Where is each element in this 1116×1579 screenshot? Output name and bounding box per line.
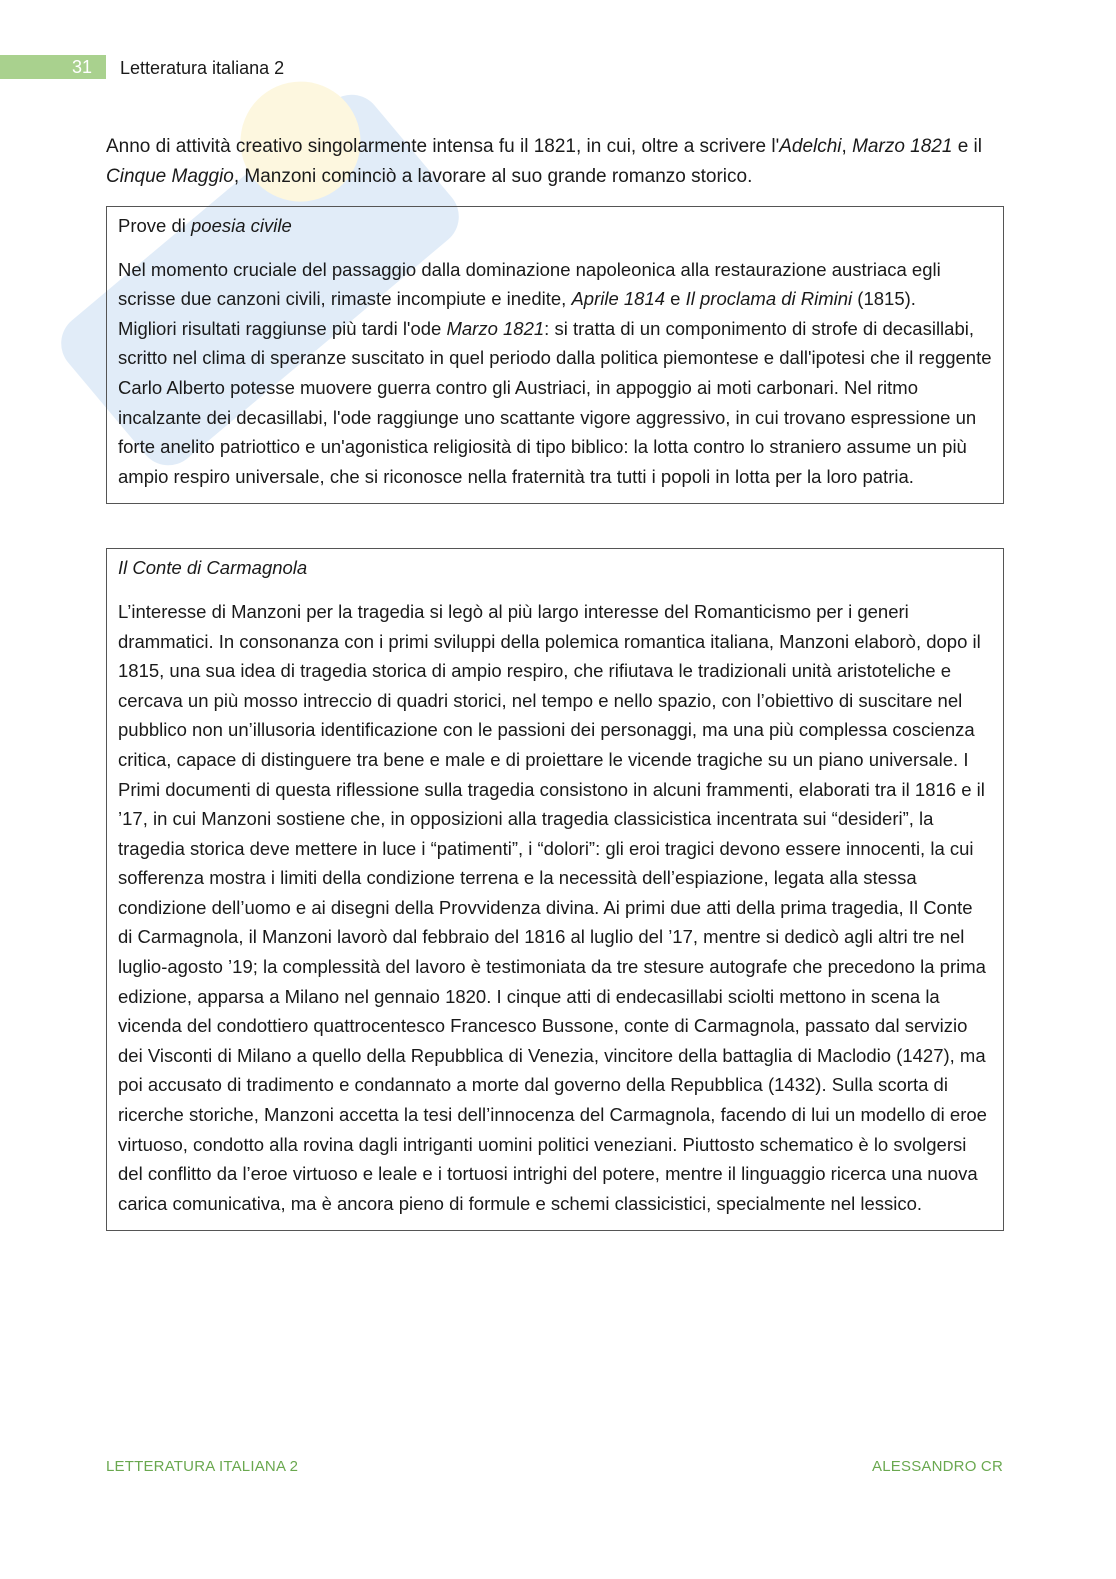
conte-carmagnola-box [106, 548, 1004, 1231]
box-title: Il Conte di Carmagnola [118, 557, 308, 579]
page-number: 31 [0, 55, 106, 79]
footer-right: ALESSANDRO CR [872, 1458, 1003, 1475]
box-title: Prove di poesia civile [118, 215, 292, 236]
intro-paragraph: Anno di attività creativo singolarmente intensa fu il 1821, in cui, oltre a scrivere l'Adelchi, Marzo 1821 e il Cinque Maggio, Manzoni cominciò a lavorare al suo grande romanzo storico. [106, 136, 983, 187]
header-title: Letteratura italiana 2 [120, 58, 285, 78]
footer-left: LETTERATURA ITALIANA 2 [106, 1458, 299, 1475]
box-paragraph: Migliori risultati raggiunse più tardi l'ode Marzo 1821: si tratta di un componimento di strofe di decasillabi, scritto nel clima di speranze suscitato in quel periodo dalla politica piemontese e dall'ipotesi che il reggente Carlo Alberto potesse muovere guerra contro gli Austriaci, in appoggio ai moti carbonari. Nel ritmo incalzante dei decasillabi, l'ode raggiunge uno scattante vigore aggressivo, in cui trovano espressione un forte anelito patriottico e un'agonistica religiosità di tipo biblico: la lotta contro lo straniero assume un più ampio respiro universale, che si riconosce nella fraternità tra tutti i popoli in lotta per la loro patria. [118, 317, 992, 487]
page-content [106, 132, 1004, 1231]
box-paragraph: Nel momento cruciale del passaggio dalla dominazione napoleonica alla restaurazione austriaca egli scrisse due canzoni civili, rimaste incompiute e inedite, Aprile 1814 e Il proclama di Rimini (1815). [118, 258, 941, 310]
box-paragraph: L’interesse di Manzoni per la tragedia si legò al più largo interesse del Romanticismo per i generi drammatici. In consonanza con i primi sviluppi della polemica romantica italiana, Manzoni elaborò, dopo il 1815, una sua idea di tragedia storica di ampio respiro, che rifiutava le tradizionali unità aristoteliche e cercava un più mosso intreccio di quadri storici, nel tempo e nello spazio, con l’obiettivo di suscitare nel pubblico non un’illusoria identificazione con le passioni dei personaggi, ma una più complessa coscienza critica, capace di distinguere tra bene e male e di proiettare le vicende tragiche su un piano universale. I Primi documenti di questa riflessione sulla tragedia consistono in alcuni frammenti, elaborati tra il 1816 e il ’17, in cui Manzoni sostiene che, in opposizioni alla tragedia classicistica incentrata sui “desideri”, la tragedia storica deve mettere in luce i “patimenti”, i “dolori”: gli eroi tragici devono essere innocenti, la cui sofferenza mostra i limiti della condizione terrena e la necessità dell’espiazione, legata alla stessa condizione dell’uomo e ai disegni della Provvidenza divina. Ai primi due atti della prima tragedia, Il Conte di Carmagnola, il Manzoni lavorò dal febbraio del 1816 al luglio del ’17, mentre si dedicò agli altri tre nel luglio-agosto ’19; la complessità del lavoro è testimoniata da tre stesure autografe che precedono la prima edizione, apparsa a Milano nel gennaio 1820. I cinque atti di endecasillabi sciolti mettono in scena la vicenda del condottiero quattrocentesco Francesco Bussone, conte di Carmagnola, passato dal servizio dei Visconti di Milano a quello della Repubblica di Venezia, vincitore della battaglia di Maclodio (1427), ma poi accusato di tradimento e condannato a morte dal governo della Repubblica (1432). Sulla scorta di ricerche storiche, Manzoni accetta la tesi dell’innocenza del Carmagnola, facendo di lui un modello di eroe virtuoso, condotto alla rovina dagli intriganti uomini politici veneziani. Piuttosto schematico è lo svolgersi del conflitto da l’eroe virtuoso e leale e i tortuosi intrighi del potere, mentre il linguaggio ricerca una nuova carica comunicativa, ma è ancora pieno di formule e schemi classicistici, specialmente nel lessico. [118, 600, 987, 1214]
poesia-civile-box [106, 206, 1004, 504]
